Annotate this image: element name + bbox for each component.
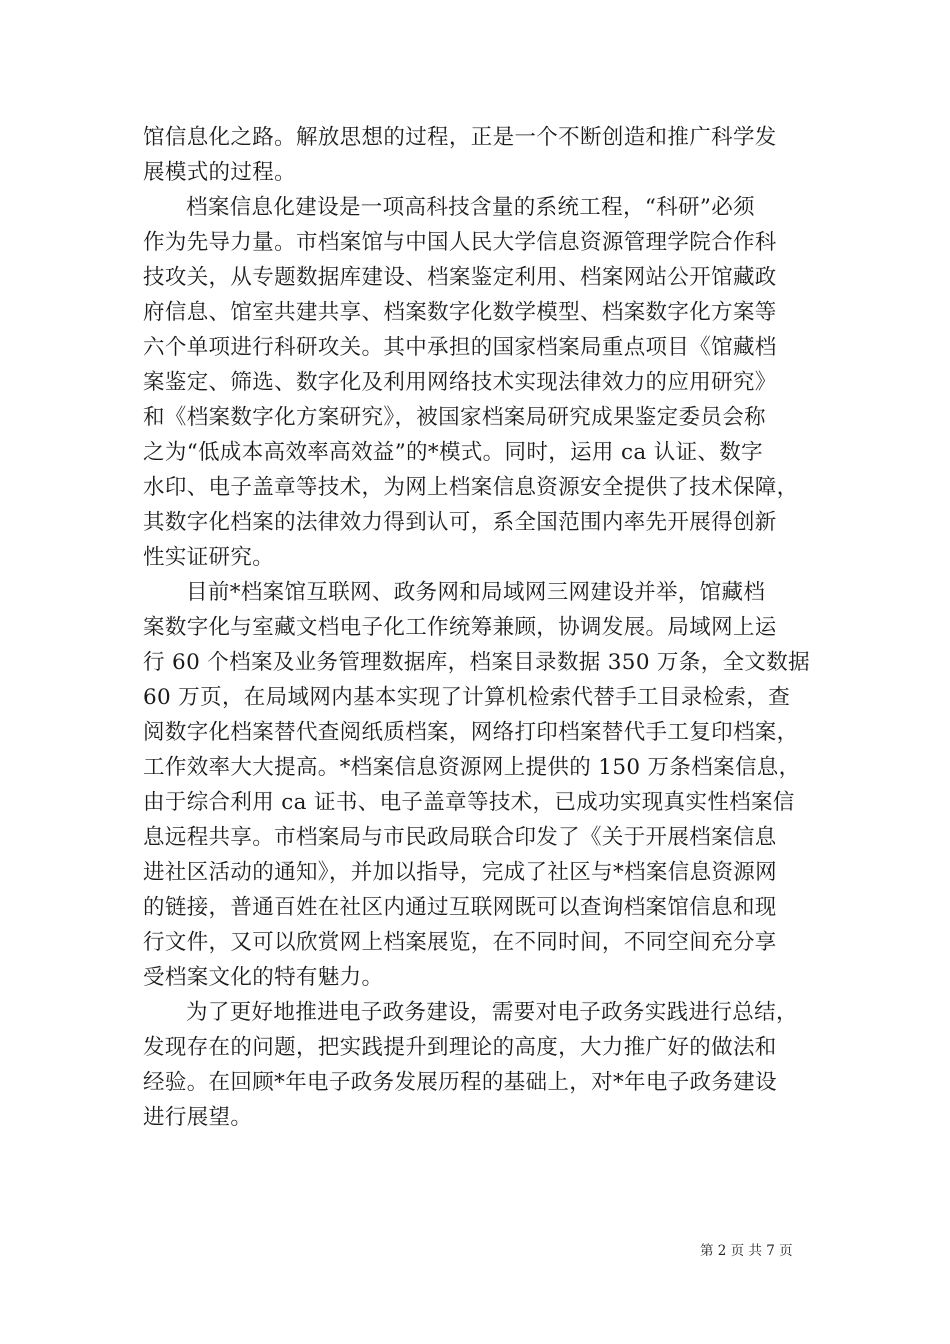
text-line: 受档案文化的特有魅力。: [143, 965, 384, 990]
text-line: 其数字化档案的法律效力得到认可，系全国范围内率先开展得创新: [143, 510, 777, 535]
text-line: 经验。在回顾*年电子政务发展历程的基础上，对*年电子政务建设: [143, 1070, 778, 1095]
text-line: 60 万页，在局域网内基本实现了计算机检索代替手工目录检索，查: [143, 685, 791, 710]
text-line: 目前*档案馆互联网、政务网和局域网三网建设并举，馆藏档: [186, 580, 766, 605]
text-line: 展模式的过程。: [143, 160, 296, 185]
text-line: 水印、电子盖章等技术，为网上档案信息资源安全提供了技术保障，: [143, 475, 799, 500]
text-line: 府信息、馆室共建共享、档案数字化数学模型、档案数字化方案等: [143, 300, 777, 325]
text-line: 性实证研究。: [143, 545, 275, 570]
text-line: 之为“低成本高效率高效益”的*模式。同时，运用 ca 认证、数字: [143, 440, 763, 465]
document-body: [143, 120, 823, 1135]
text-line: 行文件，又可以欣赏网上档案展览，在不同时间，不同空间充分享: [143, 930, 777, 955]
text-line: 六个单项进行科研攻关。其中承担的国家档案局重点项目《馆藏档: [143, 335, 777, 360]
text-line: 息远程共享。市档案局与市民政局联合印发了《关于开展档案信息: [143, 825, 777, 850]
paragraph: [143, 995, 823, 1135]
text-line: 档案信息化建设是一项高科技含量的系统工程，“科研”必须: [186, 195, 755, 220]
text-line: 的链接，普通百姓在社区内通过互联网既可以查询档案馆信息和现: [143, 895, 777, 920]
page-number: 第 2 页 共 7 页: [700, 1243, 793, 1259]
text-line: 馆信息化之路。解放思想的过程，正是一个不断创造和推广科学发: [143, 125, 777, 150]
text-line: 阅数字化档案替代查阅纸质档案，网络打印档案替代手工复印档案，: [143, 720, 799, 745]
text-line: 案鉴定、筛选、数字化及利用网络技术实现法律效力的应用研究》: [143, 370, 777, 395]
text-line: 为了更好地推进电子政务建设，需要对电子政务实践进行总结，: [186, 1000, 798, 1025]
text-line: 行 60 个档案及业务管理数据库，档案目录数据 350 万条，全文数据: [143, 650, 810, 675]
text-line: 进社区活动的通知》，并加以指导，完成了社区与*档案信息资源网: [143, 860, 778, 885]
text-line: 发现存在的问题，把实践提升到理论的高度，大力推广好的做法和: [143, 1035, 777, 1060]
paragraph: [143, 120, 823, 190]
text-line: 技攻关，从专题数据库建设、档案鉴定利用、档案网站公开馆藏政: [143, 265, 777, 290]
text-line: 作为先导力量。市档案馆与中国人民大学信息资源管理学院合作科: [143, 230, 777, 255]
text-line: 由于综合利用 ca 证书、电子盖章等技术，已成功实现真实性档案信: [143, 790, 795, 815]
text-line: 工作效率大大提高。*档案信息资源网上提供的 150 万条档案信息，: [143, 755, 801, 780]
text-line: 进行展望。: [143, 1105, 253, 1130]
text-line: 和《档案数字化方案研究》，被国家档案局研究成果鉴定委员会称: [143, 405, 766, 430]
paragraph: [143, 190, 823, 575]
paragraph: [143, 575, 823, 995]
text-line: 案数字化与室藏文档电子化工作统筹兼顾，协调发展。局域网上运: [143, 615, 777, 640]
